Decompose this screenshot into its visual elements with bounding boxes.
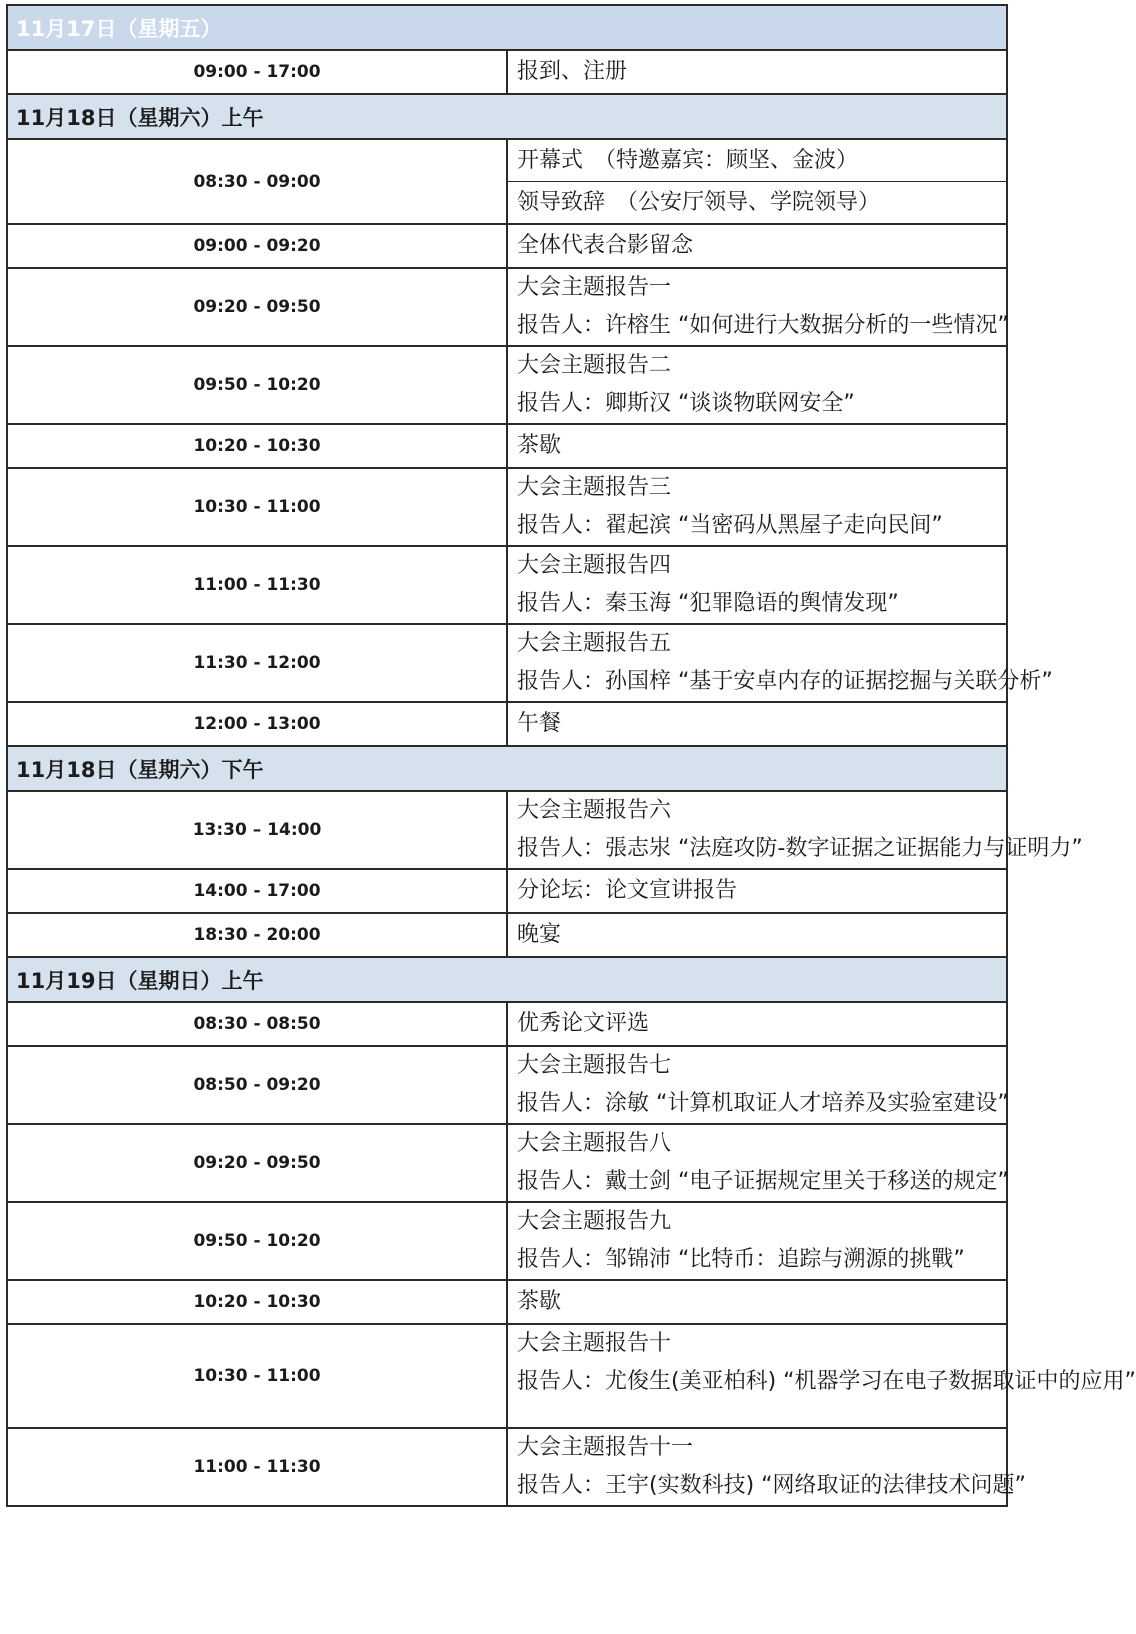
session-row: [7, 1124, 1007, 1202]
schedule-table: [6, 4, 1136, 1507]
session-detail: 报告人：戴士剑 “电子证据规定里关于移送的规定”: [517, 1169, 1009, 1194]
session-content: [507, 1202, 1007, 1280]
session-content: [507, 1002, 1007, 1046]
session-sub-item: 领导致辞 （公安厅领导、学院领导）: [508, 181, 1006, 223]
session-row: [7, 50, 1007, 94]
session-row: [7, 346, 1007, 424]
session-detail: 报告人：王宇(实数科技) “网络取证的法律技术问题”: [517, 1473, 1026, 1498]
session-title: 大会主题报告一: [517, 275, 672, 300]
session-content: [507, 546, 1007, 624]
session-row: [7, 702, 1007, 746]
session-detail: 报告人：许榕生 “如何进行大数据分析的一些情况”: [517, 313, 1009, 338]
session-row: [7, 1280, 1007, 1324]
session-detail: 报告人：涂敏 “计算机取证人才培养及实验室建设”: [517, 1091, 1009, 1116]
session-content: [507, 791, 1083, 869]
session-time: 09:50 - 10:20: [7, 1202, 507, 1280]
session-content: [507, 1124, 1007, 1202]
session-title: 大会主题报告九: [517, 1209, 672, 1234]
session-detail: 报告人：邹锦沛 “比特币：追踪与溯源的挑戰”: [517, 1247, 965, 1272]
session-time: 09:00 - 17:00: [7, 50, 507, 94]
schedule-body: [7, 5, 1136, 1506]
session-detail: 报告人：卿斯汉 “谈谈物联网安全”: [517, 391, 855, 416]
session-title: 分论坛：论文宣讲报告: [517, 878, 738, 903]
session-detail: 报告人：秦玉海 “犯罪隐语的舆情发现”: [517, 591, 899, 616]
session-row: [7, 139, 1007, 224]
day-header-row: [7, 746, 1007, 791]
session-detail: 报告人：尤俊生(美亚柏科) “机器学习在电子数据取证中的应用”: [517, 1369, 1136, 1394]
session-row: [7, 1046, 1007, 1124]
day-heading: 11月18日（星期六）下午: [7, 746, 1007, 791]
session-row: [7, 468, 1007, 546]
session-time: 08:50 - 09:20: [7, 1046, 507, 1124]
session-time: 10:30 - 11:00: [7, 1324, 507, 1428]
session-row: [7, 791, 1007, 869]
session-time: 09:20 - 09:50: [7, 268, 507, 346]
session-row: [7, 1002, 1007, 1046]
day-header-row: [7, 94, 1007, 139]
session-title: 茶歇: [517, 433, 562, 458]
session-content: [507, 50, 1007, 94]
session-title: 大会主题报告二: [517, 353, 672, 378]
session-content: [507, 1280, 1007, 1324]
session-title: 大会主题报告六: [517, 798, 672, 823]
session-row: [7, 913, 1007, 957]
day-heading: 11月17日（星期五）: [7, 5, 1007, 50]
session-time: 12:00 - 13:00: [7, 702, 507, 746]
session-title: 大会主题报告三: [517, 475, 672, 500]
session-detail: 报告人：孙国梓 “基于安卓内存的证据挖掘与关联分析”: [517, 669, 1053, 694]
session-title: 茶歇: [517, 1289, 562, 1314]
session-detail: 报告人：張志汖 “法庭攻防-数字证据之证据能力与证明力”: [517, 836, 1083, 861]
session-content: [507, 624, 1053, 702]
session-content: [507, 1324, 1136, 1428]
session-content: [507, 268, 1007, 346]
session-content: [507, 869, 1007, 913]
session-time: 10:30 - 11:00: [7, 468, 507, 546]
session-content: [507, 224, 1007, 268]
session-row: [7, 546, 1007, 624]
session-title: 大会主题报告十: [517, 1331, 672, 1356]
session-time: 10:20 - 10:30: [7, 424, 507, 468]
session-title: 优秀论文评选: [517, 1011, 650, 1036]
session-time: 08:30 - 08:50: [7, 1002, 507, 1046]
session-title: 大会主题报告八: [517, 1131, 672, 1156]
session-time: 18:30 - 20:00: [7, 913, 507, 957]
session-row: [7, 869, 1007, 913]
session-time: 09:00 - 09:20: [7, 224, 507, 268]
session-title: 全体代表合影留念: [517, 233, 694, 258]
session-row: [7, 424, 1007, 468]
session-title: 大会主题报告十一: [517, 1435, 694, 1460]
session-content: [507, 702, 1007, 746]
session-time: 11:00 - 11:30: [7, 546, 507, 624]
day-heading: 11月19日（星期日）上午: [7, 957, 1007, 1002]
session-detail: 报告人：翟起滨 “当密码从黑屋子走向民间”: [517, 513, 943, 538]
session-content: [507, 913, 1007, 957]
session-title: 午餐: [517, 711, 562, 736]
session-time: 13:30 – 14:00: [7, 791, 507, 869]
session-time: 09:20 - 09:50: [7, 1124, 507, 1202]
session-title: 大会主题报告四: [517, 553, 672, 578]
session-time: 11:30 - 12:00: [7, 624, 507, 702]
session-content: [507, 1428, 1026, 1506]
session-content: [507, 346, 1007, 424]
session-time: 08:30 - 09:00: [7, 139, 507, 224]
session-time: 14:00 - 17:00: [7, 869, 507, 913]
session-row: [7, 224, 1007, 268]
session-time: 10:20 - 10:30: [7, 1280, 507, 1324]
session-content: [507, 139, 1007, 224]
day-heading: 11月18日（星期六）上午: [7, 94, 1007, 139]
session-content: [507, 424, 1007, 468]
session-row: [7, 1324, 1007, 1428]
session-time: 11:00 - 11:30: [7, 1428, 507, 1506]
session-title: 报到、注册: [517, 59, 628, 84]
session-row: [7, 268, 1007, 346]
session-title: 晚宴: [517, 922, 562, 947]
session-row: [7, 624, 1007, 702]
session-row: [7, 1428, 1007, 1506]
day-header-row: [7, 5, 1007, 50]
session-title: 大会主题报告七: [517, 1053, 672, 1078]
session-title: 大会主题报告五: [517, 631, 672, 656]
session-content: [507, 1046, 1007, 1124]
session-time: 09:50 - 10:20: [7, 346, 507, 424]
session-sub-item: 开幕式 （特邀嘉宾：顾坚、金波）: [517, 148, 859, 173]
session-row: [7, 1202, 1007, 1280]
day-header-row: [7, 957, 1007, 1002]
session-content: [507, 468, 1007, 546]
session-detail: [517, 1401, 1006, 1427]
